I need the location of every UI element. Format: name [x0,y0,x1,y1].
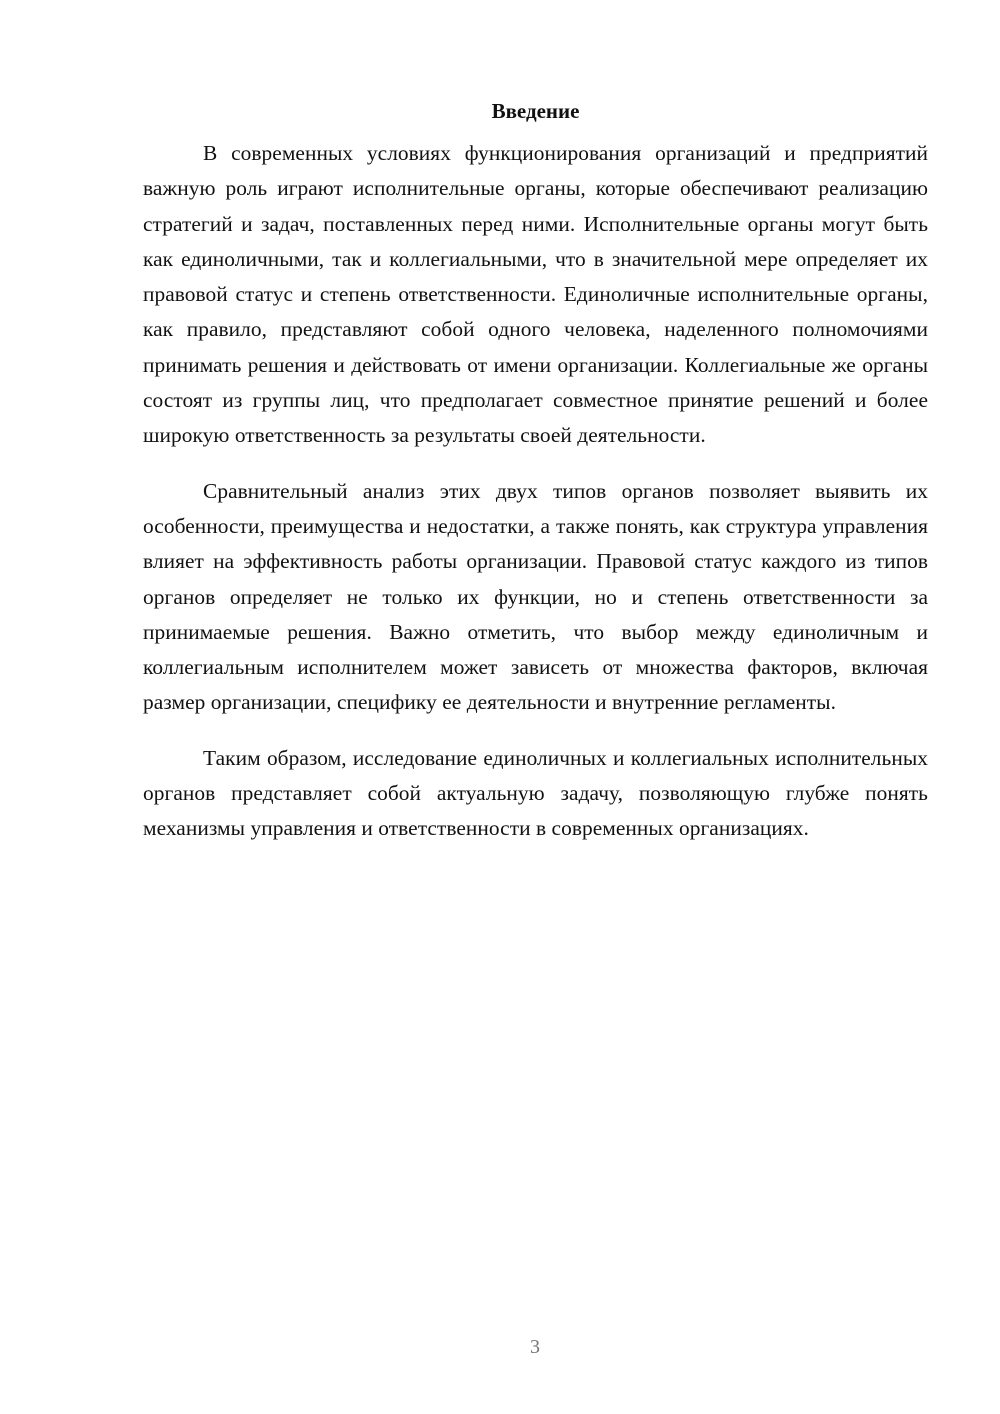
paragraph-2: Сравнительный анализ этих двух типов органов позволяет выявить их особенности, преимущества и недостатки, а также понять, как структура управления влияет на эффективность работы организации. Правовой статус каждого из типов органов определяет не только их функции, но и степень ответственности за принимаемые решения. Важно отметить, что выбор между единоличным и коллегиальным исполнителем может зависеть от множества факторов, включая размер организации, специфику ее деятельности и внутренние регламенты. [143,478,928,715]
section-title: Введение [491,99,580,123]
page-content [143,96,928,867]
page-number: 3 [530,1336,540,1358]
paragraph-1: В современных условиях функционирования организаций и предприятий важную роль играют исполнительные органы, которые обеспечивают реализацию стратегий и задач, поставленных перед ними. Исполнительные органы могут быть как единоличными, так и коллегиальными, что в значительной мере определяет их правовой статус и степень ответственности. Единоличные исполнительные органы, как правило, представляют собой одного человека, наделенного полномочиями принимать решения и действовать от имени организации. Коллегиальные же органы состоят из группы лиц, что предполагает совместное принятие решений и более широкую ответственность за результаты своей деятельности. [143,141,928,448]
paragraph-3: Таким образом, исследование единоличных и коллегиальных исполнительных органов представляет собой актуальную задачу, позволяющую глубже понять механизмы управления и ответственности в современных организациях. [143,745,928,841]
